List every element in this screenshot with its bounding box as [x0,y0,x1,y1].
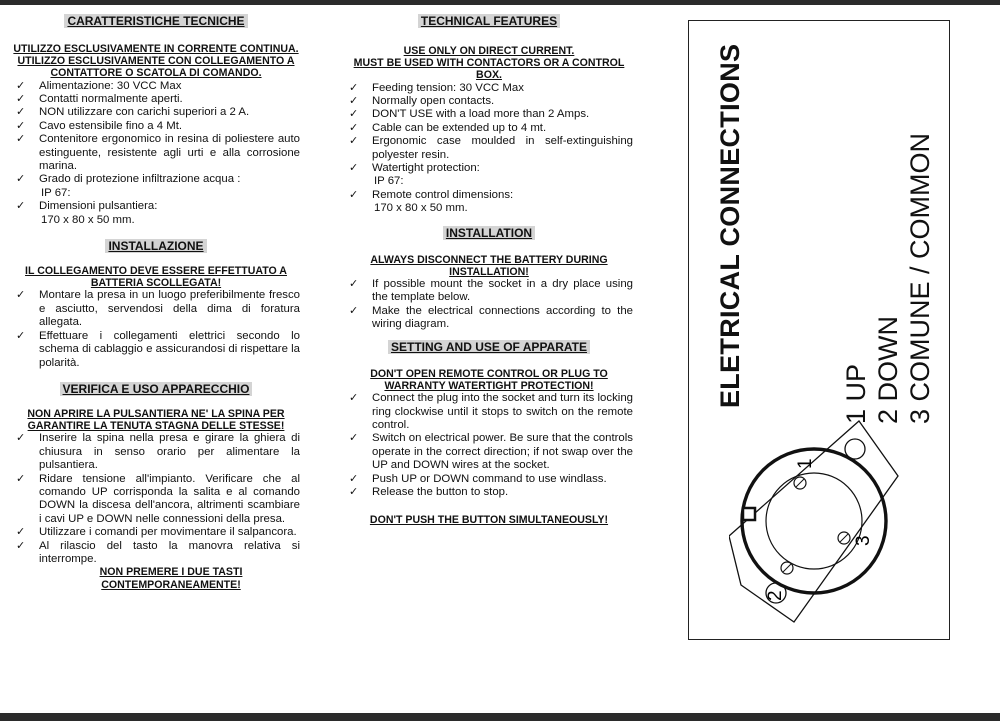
list-item-text: Make the electrical connections according to the wiring diagram. [372,304,633,331]
list-item-text: Dimensioni pulsantiera: [39,200,158,213]
checkmark-icon: ✓ [16,200,26,213]
checkmark-icon: ✓ [349,472,359,485]
italian-install-title: INSTALLAZIONE [105,239,206,253]
list-item [345,486,633,499]
pin-number-2: 2 [765,590,786,601]
list-item [345,162,633,189]
socket-outer-ring [742,449,886,593]
list-item-text: Contenitore ergonomico in resina di poliestere auto estinguente, resistente agli urti e alla corrosione marina. [39,133,300,173]
list-item-text: Cavo estensibile fino a 4 Mt. [39,119,183,132]
italian-use-list [12,432,300,566]
checkmark-icon: ✓ [349,278,359,291]
list-item-text: Ergonomic case moulded in self-extinguishing polyester resin. [372,135,633,161]
italian-install-list [12,289,300,369]
italian-title: CARATTERISTICHE TECNICHE [64,14,247,28]
checkmark-icon: ✓ [349,162,359,175]
checkmark-icon: ✓ [349,432,359,445]
italian-use-warning: NON APRIRE LA PULSANTIERA NE' LA SPINA PER GARANTIRE LA TENUTA STAGNA DELLE STESSE! [27,407,285,433]
list-item [12,473,300,527]
english-title: TECHNICAL FEATURES [418,14,560,28]
list-item [345,432,633,472]
checkmark-icon: ✓ [16,539,26,552]
pin-number-1: 1 [795,458,816,469]
checkmark-icon: ✓ [349,121,359,134]
checkmark-icon: ✓ [349,81,359,94]
pin-label-up: 1 UP [841,363,871,424]
list-item-text: Grado di protezione infiltrazione acqua : [39,173,241,186]
list-item-text: Alimentazione: 30 VCC Max [39,79,182,92]
list-item-text: Push UP or DOWN command to use windlass. [372,472,607,485]
list-item-text: Release the button to stop. [372,485,509,498]
list-item-text: Watertight protection: [372,162,480,175]
list-item-text: Montare la presa in un luogo preferibilmente fresco e asciutto, servendosi della dima di foratura allegata. [39,289,300,329]
list-item [345,135,633,162]
socket-inner-ring [766,473,862,569]
list-item-text: Feeding tension: 30 VCC Max [372,81,524,94]
checkmark-icon: ✓ [349,135,359,148]
english-install-list [345,278,633,332]
list-item [12,526,300,539]
checkmark-icon: ✓ [349,95,359,108]
list-item [12,133,300,173]
list-item-text: Contatti normalmente aperti. [39,93,183,106]
list-item-subtext: IP 67: [374,175,404,188]
list-item [12,289,300,329]
list-item [12,200,300,227]
list-item [345,108,633,121]
list-item [345,305,633,332]
checkmark-icon: ✓ [349,108,359,121]
list-item [12,80,300,93]
list-item [12,120,300,133]
checkmark-icon: ✓ [349,188,359,201]
list-item-subtext: 170 x 80 x 50 mm. [374,202,468,215]
list-item [12,330,300,370]
list-item-text: Cable can be extended up to 4 mt. [372,121,547,134]
list-item [345,189,633,216]
list-item-text: Remote control dimensions: [372,188,514,201]
list-item [345,473,633,486]
english-use-list [345,392,633,499]
checkmark-icon: ✓ [16,472,26,485]
checkmark-icon: ✓ [16,119,26,132]
checkmark-icon: ✓ [349,392,359,405]
list-item [345,278,633,305]
list-item [12,93,300,106]
list-item [345,95,633,108]
list-item-text: Inserire la spina nella presa e girare la ghiera di chiusura in senso orario per alimentare la pulsantiera. [39,432,300,472]
english-column [345,14,633,527]
italian-features-list [12,80,300,227]
italian-column [12,14,300,591]
list-item [12,432,300,472]
list-item [345,122,633,135]
bottom-border [0,713,1000,721]
connections-panel [688,20,950,640]
checkmark-icon: ✓ [16,133,26,146]
checkmark-icon: ✓ [16,79,26,92]
english-features-list [345,82,633,216]
pin-1-icon [794,477,806,489]
list-item-text: DON'T USE with a load more than 2 Amps. [372,108,590,121]
list-item [12,540,300,567]
checkmark-icon: ✓ [16,173,26,186]
italian-final-warning: NON PREMERE I DUE TASTI CONTEMPORANEAMENTE! [99,566,243,591]
english-install-title: INSTALLATION [443,226,535,240]
list-item [12,173,300,200]
checkmark-icon: ✓ [349,485,359,498]
socket-diagram [729,396,904,636]
list-item [345,82,633,95]
checkmark-icon: ✓ [16,432,26,445]
checkmark-icon: ✓ [16,106,26,119]
list-item-text: NON utilizzare con carichi superiori a 2 A. [39,106,250,119]
pin-2-icon [781,562,793,574]
italian-warning-contactor: UTILIZZO ESCLUSIVAMENTE CON COLLEGAMENTO A CONTATTORE O SCATOLA DI COMANDO. [17,55,295,80]
italian-warning-dc: UTILIZZO ESCLUSIVAMENTE IN CORRENTE CONTINUA. [13,43,299,55]
checkmark-icon: ✓ [16,526,26,539]
checkmark-icon: ✓ [16,93,26,106]
top-border [0,0,1000,5]
english-use-warning: DON'T OPEN REMOTE CONTROL OR PLUG TO WARRANTY WATERTIGHT PROTECTION! [370,367,608,392]
pin-3-icon [838,532,850,544]
english-warning-contactor: MUST BE USED WITH CONTACTORS OR A CONTROL BOX. [353,57,625,82]
list-item [12,106,300,119]
english-install-warning: ALWAYS DISCONNECT THE BATTERY DURING INSTALLATION! [370,253,608,278]
list-item-subtext: 170 x 80 x 50 mm. [41,213,135,226]
list-item-text: Effettuare i collegamenti elettrici secondo lo schema di cablaggio e assicurandosi di rispettare la polarità. [39,329,300,369]
list-item [345,392,633,432]
pin-number-3: 3 [853,535,874,546]
checkmark-icon: ✓ [349,304,359,317]
list-item-text: If possible mount the socket in a dry place using the template below. [372,278,633,304]
checkmark-icon: ✓ [16,289,26,302]
list-item-text: Ridare tensione all'impianto. Verificare che al comando UP corrisponda la salita e al comando DOWN la discesa dell'ancora, altrimenti scambiare i cavi UP e DOWN nelle connessioni della presa. [39,472,300,525]
list-item-text: Utilizzare i comandi per movimentare il salpancora. [39,526,297,539]
list-item-text: Connect the plug into the socket and turn its locking ring clockwise until it stops to switch on the remote control. [372,392,633,431]
english-use-title: SETTING AND USE OF APPARATE [388,340,590,354]
checkmark-icon: ✓ [16,329,26,342]
english-warning-dc: USE ONLY ON DIRECT CURRENT. [403,45,575,57]
connections-title: ELETRICAL CONNECTIONS [715,43,745,408]
list-item-text: Al rilascio del tasto la manovra relativa si interrompe. [39,539,300,565]
socket-key-notch [743,508,755,520]
list-item-text: Switch on electrical power. Be sure that the controls operate in the correct direction; if not swap over the UP and DOWN wires at the socket. [372,432,633,472]
list-item-text: Normally open contacts. [372,95,495,108]
pin-label-down: 2 DOWN [873,316,903,424]
italian-install-warning: IL COLLEGAMENTO DEVE ESSERE EFFETTUATO A BATTERIA SCOLLEGATA! [25,265,287,290]
italian-use-title: VERIFICA E USO APPARECCHIO [60,382,253,396]
pin-label-common: 3 COMUNE / COMMON [905,132,935,424]
english-final-warning: DON'T PUSH THE BUTTON SIMULTANEOUSLY! [369,514,609,527]
list-item-subtext: IP 67: [41,186,71,199]
